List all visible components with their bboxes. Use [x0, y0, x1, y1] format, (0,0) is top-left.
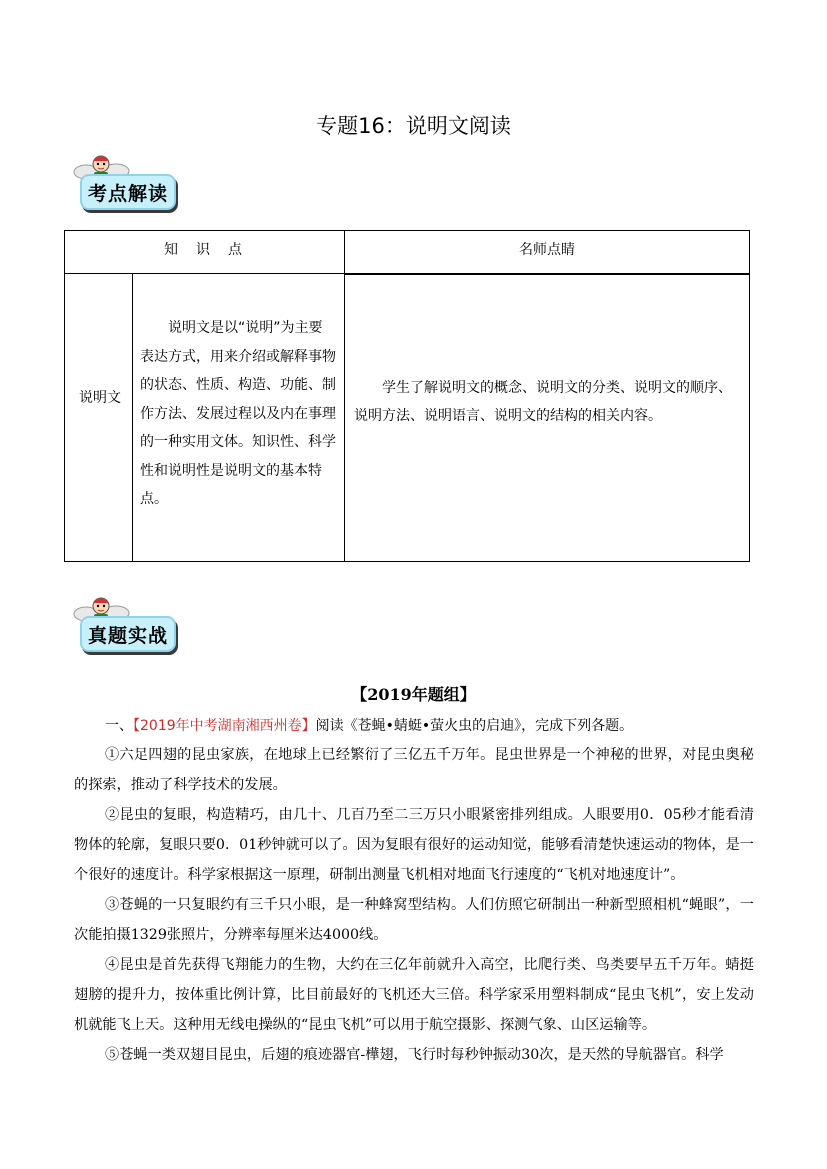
row-label-expository: 说明文 [79, 390, 121, 406]
section-banner-kaodian [72, 152, 182, 214]
banner-label: 考点解读 [87, 183, 168, 205]
passage-paragraph: ②昆虫的复眼，构造精巧，由几十、几百乃至二三万只小眼紧密排列组成。人眼要用0．05秒才能看清物体的轮廓，复眼只要0．01秒钟就可以了。因为复眼有很好的运动知觉，能够看清楚快速运动的物体，是一个很好的速度计。科学家根据这一原理，研制出测量飞机相对地面飞行速度的“飞机对地速度计”。 [74, 807, 754, 883]
section-banner-zhenti [72, 594, 182, 656]
definition-text: 说明文是以“说明”为主要表达方式，用来介绍或解释事物的状态、性质、构造、功能、制作方法、发展过程以及内在事理的一种实用文体。知识性、科学性和说明性是说明文的基本特点。 [140, 320, 336, 507]
question-text: 阅读《苍蝇•蜻蜓•萤火虫的启迪》，完成下列各题。 [315, 718, 634, 734]
passage-paragraph: ④昆虫是首先获得飞翔能力的生物，大约在三亿年前就升入高空，比爬行类、鸟类要早五千万年。蜻挺翅膀的提升力，按体重比例计算，比目前最好的飞机还大三倍。科学家采用塑料制成“昆虫飞机”，安上发动机就能飞上天。这种用无线电操纵的“昆虫飞机”可以用于航空摄影、探测气象、山区运输等。 [74, 957, 754, 1033]
header-teacher-tip: 名师点睛 [519, 242, 575, 258]
question-source: 【2019年中考湖南湘西州卷】 [133, 718, 316, 734]
banner-label: 真题实战 [87, 625, 168, 647]
question-header [105, 715, 765, 735]
passage-paragraph: ⑤苍蝇一类双翅目昆虫，后翅的痕迹器官-樺翅，飞行时每秒钟振动30次，是天然的导航器官。科学 [105, 1047, 724, 1063]
header-knowledge-point: 知 识 点 [164, 242, 244, 258]
passage-paragraph: ③苍蝇的一只复眼约有三千只小眼，是一种蜂窝型结构。人们仿照它研制出一种新型照相机“蝇眼”，一次能拍摄1329张照片，分辨率每厘米达4000线。 [74, 897, 754, 943]
page-title: 专题16：说明文阅读 [316, 114, 511, 138]
question-prefix: 一、 [105, 718, 133, 734]
passage-paragraph: ①六足四翅的昆虫家族，在地球上已经繁衍了三亿五千万年。昆虫世界是一个神秘的世界，对昆虫奥秘的探索，推动了科学技术的发展。 [74, 747, 754, 793]
group-title: 【2019年题组】 [351, 685, 476, 704]
tip-text: 学生了解说明文的概念、说明文的分类、说明文的顺序、说明方法、说明语言、说明文的结构的相关内容。 [354, 380, 732, 424]
knowledge-table [64, 230, 750, 562]
